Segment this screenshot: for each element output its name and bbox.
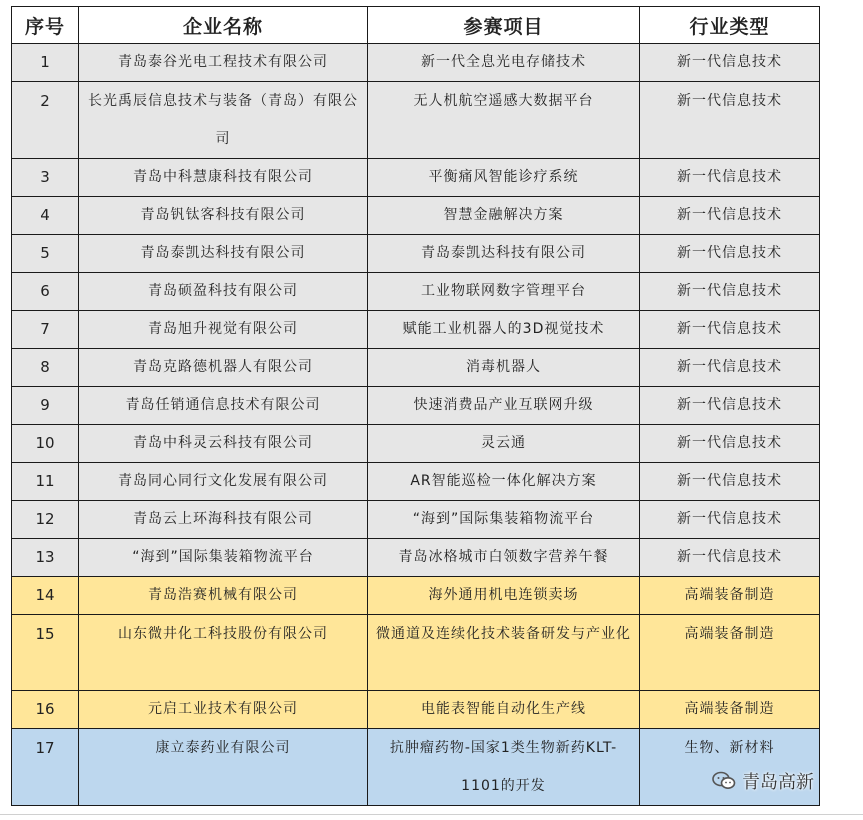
row-project: 快速消费品产业互联网升级 — [368, 387, 640, 425]
row-company: 青岛泰谷光电工程技术有限公司 — [79, 44, 368, 82]
table-row — [12, 44, 820, 82]
row-company: 青岛旭升视觉有限公司 — [79, 311, 368, 349]
row-company: “海到”国际集装箱物流平台 — [79, 539, 368, 577]
row-industry: 新一代信息技术 — [640, 425, 820, 463]
table-row — [12, 615, 820, 691]
row-industry: 新一代信息技术 — [640, 44, 820, 82]
row-company: 青岛克路德机器人有限公司 — [79, 349, 368, 387]
row-project: 青岛泰凯达科技有限公司 — [368, 235, 640, 273]
row-project: 青岛冰格城市白领数字营养午餐 — [368, 539, 640, 577]
row-industry: 新一代信息技术 — [640, 159, 820, 197]
row-industry: 新一代信息技术 — [640, 197, 820, 235]
row-industry: 高端装备制造 — [640, 577, 820, 615]
bottom-rule — [0, 814, 863, 815]
row-no: 15 — [12, 615, 79, 691]
row-no: 16 — [12, 691, 79, 729]
row-no: 17 — [12, 729, 79, 806]
row-no: 10 — [12, 425, 79, 463]
row-no: 3 — [12, 159, 79, 197]
table-header-row — [12, 7, 820, 44]
row-project: 电能表智能自动化生产线 — [368, 691, 640, 729]
table-row — [12, 539, 820, 577]
row-company: 青岛硕盈科技有限公司 — [79, 273, 368, 311]
row-company: 青岛泰凯达科技有限公司 — [79, 235, 368, 273]
row-industry: 新一代信息技术 — [640, 273, 820, 311]
row-no: 2 — [12, 82, 79, 159]
table-row — [12, 273, 820, 311]
row-company: 青岛钒钛客科技有限公司 — [79, 197, 368, 235]
row-project: 微通道及连续化技术装备研发与产业化 — [368, 615, 640, 691]
row-no: 11 — [12, 463, 79, 501]
row-company: 青岛中科慧康科技有限公司 — [79, 159, 368, 197]
table-row — [12, 235, 820, 273]
table-row — [12, 311, 820, 349]
row-project: “海到”国际集装箱物流平台 — [368, 501, 640, 539]
row-project: 海外通用机电连锁卖场 — [368, 577, 640, 615]
table-row — [12, 729, 820, 806]
row-company: 元启工业技术有限公司 — [79, 691, 368, 729]
row-project: 无人机航空遥感大数据平台 — [368, 82, 640, 159]
row-company: 青岛浩赛机械有限公司 — [79, 577, 368, 615]
row-company: 青岛云上环海科技有限公司 — [79, 501, 368, 539]
row-industry: 新一代信息技术 — [640, 501, 820, 539]
row-industry: 新一代信息技术 — [640, 311, 820, 349]
table-row — [12, 425, 820, 463]
row-industry: 高端装备制造 — [640, 691, 820, 729]
table-row — [12, 577, 820, 615]
row-project: 智慧金融解决方案 — [368, 197, 640, 235]
table-body — [12, 44, 820, 806]
watermark-text: 青岛高新 — [742, 772, 814, 793]
row-no: 1 — [12, 44, 79, 82]
row-no: 7 — [12, 311, 79, 349]
table-row — [12, 82, 820, 159]
header-company: 企业名称 — [79, 7, 368, 44]
row-no: 4 — [12, 197, 79, 235]
row-industry: 新一代信息技术 — [640, 463, 820, 501]
row-project: 灵云通 — [368, 425, 640, 463]
row-company: 康立泰药业有限公司 — [79, 729, 368, 806]
table-row — [12, 197, 820, 235]
row-project: 平衡痛风智能诊疗系统 — [368, 159, 640, 197]
row-industry: 高端装备制造 — [640, 615, 820, 691]
table-row — [12, 159, 820, 197]
row-industry: 新一代信息技术 — [640, 387, 820, 425]
row-project: 赋能工业机器人的3D视觉技术 — [368, 311, 640, 349]
row-project: 工业物联网数字管理平台 — [368, 273, 640, 311]
row-project: 消毒机器人 — [368, 349, 640, 387]
row-no: 6 — [12, 273, 79, 311]
row-company: 长光禹辰信息技术与装备（青岛）有限公司 — [79, 82, 368, 159]
competition-table — [11, 6, 820, 806]
row-project: AR智能巡检一体化解决方案 — [368, 463, 640, 501]
header-project: 参赛项目 — [368, 7, 640, 44]
watermark — [712, 768, 814, 794]
row-no: 13 — [12, 539, 79, 577]
table-row — [12, 463, 820, 501]
row-no: 5 — [12, 235, 79, 273]
table-row — [12, 501, 820, 539]
row-company: 青岛任销通信息技术有限公司 — [79, 387, 368, 425]
row-company: 青岛同心同行文化发展有限公司 — [79, 463, 368, 501]
table-row — [12, 387, 820, 425]
row-no: 8 — [12, 349, 79, 387]
table-row — [12, 349, 820, 387]
row-project: 新一代全息光电存储技术 — [368, 44, 640, 82]
row-company: 山东微井化工科技股份有限公司 — [79, 615, 368, 691]
row-industry: 生物、新材料 — [640, 729, 820, 806]
table-row — [12, 691, 820, 729]
row-industry: 新一代信息技术 — [640, 235, 820, 273]
row-industry: 新一代信息技术 — [640, 82, 820, 159]
row-no: 14 — [12, 577, 79, 615]
header-industry: 行业类型 — [640, 7, 820, 44]
row-no: 9 — [12, 387, 79, 425]
row-no: 12 — [12, 501, 79, 539]
row-industry: 新一代信息技术 — [640, 349, 820, 387]
header-no: 序号 — [12, 7, 79, 44]
wechat-icon — [712, 771, 736, 791]
row-industry: 新一代信息技术 — [640, 539, 820, 577]
row-company: 青岛中科灵云科技有限公司 — [79, 425, 368, 463]
row-project: 抗肿瘤药物-国家1类生物新药KLT-1101的开发 — [368, 729, 640, 806]
